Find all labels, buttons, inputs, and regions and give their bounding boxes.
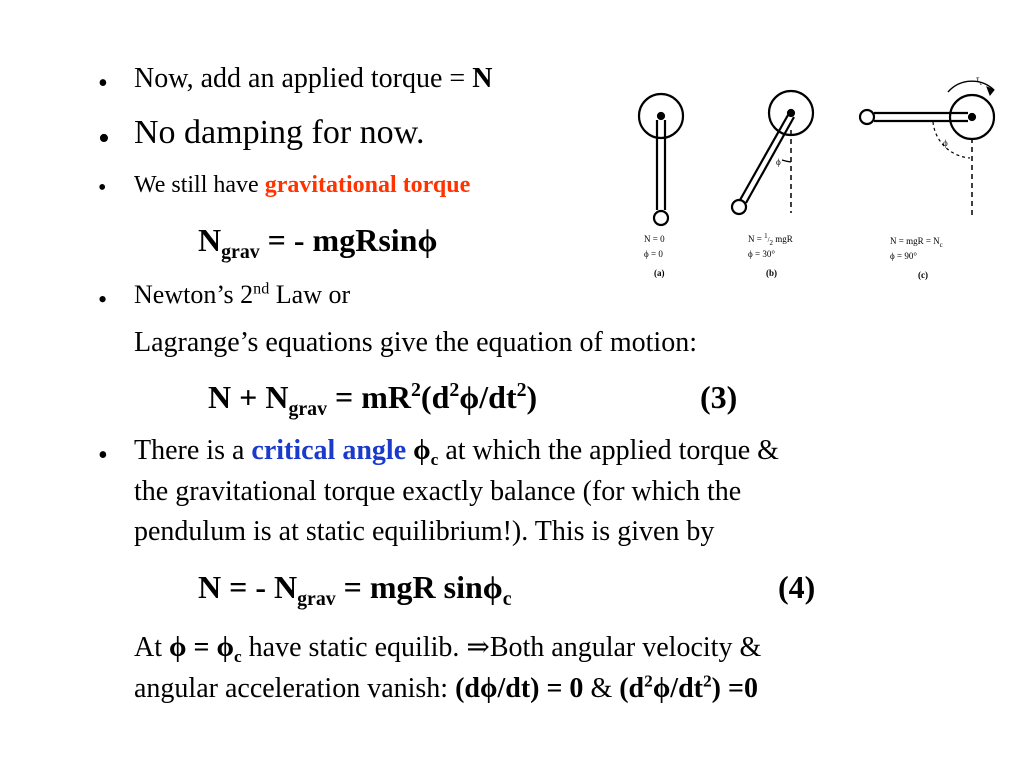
fig-c-caption: (c) xyxy=(918,270,928,280)
bullet-3-text: We still have xyxy=(134,172,265,198)
equation-3: $N + N_{grav} = mR^2(d^2\phi/dt^2)$ xyxy=(208,379,538,420)
fig-c-phi-label: ϕ = 90° xyxy=(890,251,917,261)
bullet-dot-1: • xyxy=(98,68,108,99)
bullet-5-line-2: the gravitational torque exactly balance (for which the xyxy=(134,476,742,507)
critical-angle-highlight: critical angle xyxy=(251,435,407,466)
equation-4: N = - $N_{grav}$ = mgR sinϕ$_c$ xyxy=(198,569,512,610)
bullet-4: Newton’s 2nd Law or xyxy=(134,280,351,309)
bullet-2 xyxy=(134,114,425,152)
final-line-1: At $\phi = \phi_c$ have static equilib. ⇒Both angular velocity & xyxy=(134,632,762,667)
gravitational-torque-highlight: gravitational torque xyxy=(264,172,471,198)
bullet-5-line-1: There is a critical angle $\phi_c$ at which the applied torque & xyxy=(134,435,779,470)
bullet-1 xyxy=(134,63,492,95)
bullet-4-continuation: Lagrange’s equations give the equation of motion: xyxy=(134,327,697,358)
bullet-1-bold: N xyxy=(472,63,493,94)
bullet-dot-4: • xyxy=(98,285,108,314)
final-line-2: angular acceleration vanish: (dϕ/dt) = 0 & $(d^2\phi/dt^2) =0$ xyxy=(134,671,758,704)
fig-b-n-label: N = $^1_{/2}$ mgR xyxy=(748,232,793,247)
pendulum-a xyxy=(639,94,683,225)
bullet-5-line-3: pendulum is at static equilibrium!). This is given by xyxy=(134,516,715,547)
bullet-dot-5: • xyxy=(98,440,108,471)
pendulum-c xyxy=(860,81,994,215)
fig-b-phi-mark: ϕ xyxy=(776,157,781,167)
bullet-2-text: No damping for now. xyxy=(134,114,425,151)
bullet-1-text: Now, add an applied torque = xyxy=(134,63,473,94)
fig-c-phi-mark: ϕ xyxy=(943,138,948,148)
bullet-3 xyxy=(134,172,470,199)
fig-c-tau-label: $\tau_c$ xyxy=(976,74,983,87)
fig-c-n-label: N = mgR = $N_c$ xyxy=(890,236,943,249)
fig-a-caption: (a) xyxy=(654,268,665,278)
fig-b-caption: (b) xyxy=(766,268,777,278)
equation-3-number: (3) xyxy=(700,379,738,415)
fig-a-n-label: N = 0 xyxy=(644,234,665,244)
equation-ngrav: $N_{grav}$ = - mgRsinϕ xyxy=(198,222,438,263)
pendulum-b xyxy=(732,91,813,214)
pendulum-figure xyxy=(630,70,1010,290)
implies-arrow: ⇒ xyxy=(466,632,490,663)
bullet-dot-2: • xyxy=(98,120,110,157)
fig-a-phi-label: ϕ = 0 xyxy=(644,249,663,259)
bullet-dot-3: • xyxy=(98,175,107,201)
fig-b-phi-label: ϕ = 30° xyxy=(748,249,775,259)
equation-4-number: (4) xyxy=(778,569,816,605)
